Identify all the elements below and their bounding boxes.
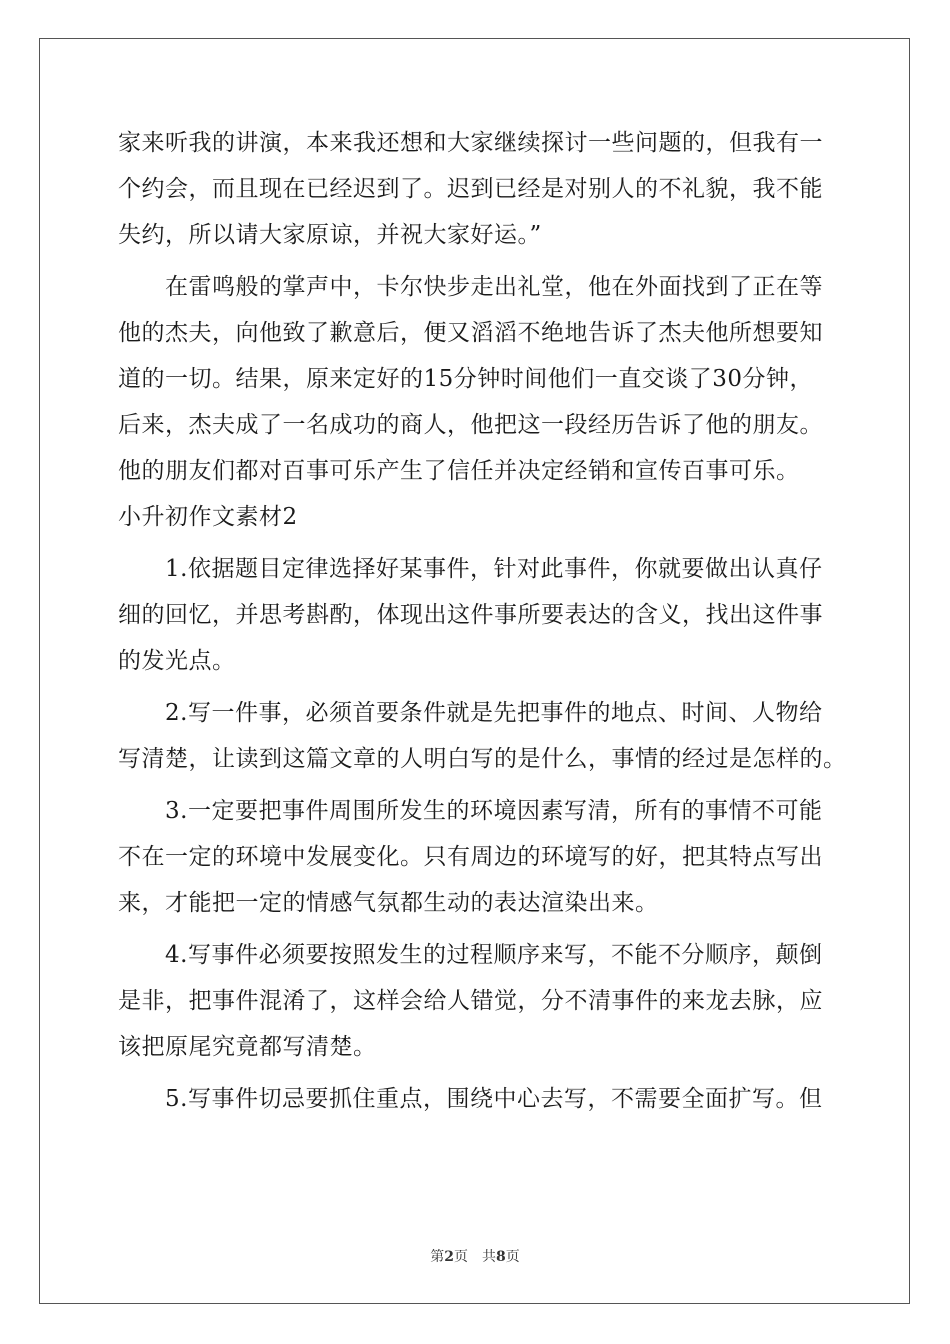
text-line: 4.写事件必须要按照发生的过程顺序来写，不能不分顺序，颠倒 [165,942,823,968]
paragraph [118,788,838,926]
text-line: 5.写事件切忌要抓住重点，围绕中心去写，不需要全面扩写。但 [165,1086,823,1112]
total-page-count: 8 [496,1249,506,1265]
text-line: 1.依据题目定律选择好某事件，针对此事件，你就要做出认真仔 [165,556,823,582]
heading-line: 小升初作文素材2 [118,504,298,530]
current-page-number: 2 [444,1249,454,1265]
text-line: 在雷鸣般的掌声中，卡尔快步走出礼堂，他在外面找到了正在等 [165,274,823,300]
text-line: 家来听我的讲演，本来我还想和大家继续探讨一些问题的，但我有一 [118,130,823,156]
text-line: 的发光点。 [118,648,236,674]
text-line: 2.写一件事，必须首要条件就是先把事件的地点、时间、人物给 [165,700,823,726]
paragraph [118,546,838,684]
text-line: 失约，所以请大家原谅，并祝大家好运。” [118,222,542,248]
text-line: 是非，把事件混淆了，这样会给人错觉，分不清事件的来龙去脉，应 [118,988,823,1014]
text-line: 细的回忆，并思考斟酌，体现出这件事所要表达的含义，找出这件事 [118,602,823,628]
text-line: 3.一定要把事件周围所发生的环境因素写清，所有的事情不可能 [165,798,823,824]
paragraph [118,120,838,258]
text-line: 他的朋友们都对百事可乐产生了信任并决定经销和宣传百事可乐。 [118,458,800,484]
text-line: 后来，杰夫成了一名成功的商人，他把这一段经历告诉了他的朋友。 [118,412,823,438]
page-label-suffix: 页 [505,1249,520,1265]
paragraph [118,690,847,782]
page-footer [0,1247,950,1267]
text-line: 该把原尾究竟都写清楚。 [118,1034,377,1060]
text-line: 他的杰夫，向他致了歉意后，便又滔滔不绝地告诉了杰夫他所想要知 [118,320,823,346]
section-heading [118,494,838,540]
paragraph [118,264,838,494]
page-label-mid: 页 共 [454,1249,496,1265]
document-body [118,120,847,1122]
paragraph [118,932,838,1070]
page-label-prefix: 第 [430,1249,445,1265]
text-line: 写清楚，让读到这篇文章的人明白写的是什么，事情的经过是怎样的。 [118,746,847,772]
text-line: 个约会，而且现在已经迟到了。迟到已经是对别人的不礼貌，我不能 [118,176,823,202]
text-line: 不在一定的环境中发展变化。只有周边的环境写的好，把其特点写出 [118,844,823,870]
text-line: 来，才能把一定的情感气氛都生动的表达渲染出来。 [118,890,659,916]
paragraph [118,1076,838,1122]
text-line: 道的一切。结果，原来定好的15分钟时间他们一直交谈了30分钟， [118,366,814,392]
